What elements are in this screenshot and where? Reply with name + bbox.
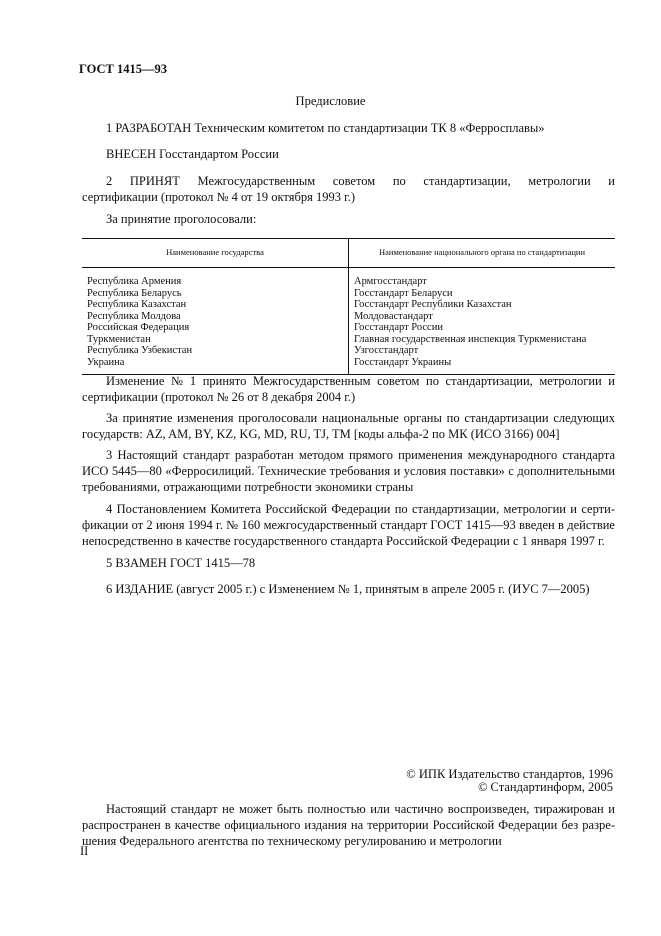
- state-name: Республика Казахстан: [87, 299, 187, 310]
- text-line: 6 ИЗДАНИЕ (август 2005 г.) с Изменением № 1, принятым в апреле 2005 г. (ИУС 7—2005): [106, 582, 590, 596]
- text-line: ИСО 5445—80 «Ферросилиций. Технические требования и условия поставки» с дополнительными: [82, 464, 615, 478]
- text-line: 1 РАЗРАБОТАН Техническим комитетом по стандартизации ТК 8 «Ферросплавы»: [106, 121, 545, 135]
- column-header-body: Наименование национального органа по стандартизации: [349, 239, 616, 268]
- body-name: Молдовастандарт: [354, 310, 433, 322]
- text-line: Настоящий стандарт не может быть полностью или частично воспроизведен, тиражирован и: [106, 802, 615, 816]
- state-name: Российская Федерация: [87, 322, 190, 333]
- state-name: Республика Беларусь: [87, 287, 182, 299]
- text-line: государств: AZ, AM, BY, KZ, KG, MD, RU, TJ, TM [коды альфа-2 по МК (ИСО 3166) 004]: [82, 427, 560, 441]
- state-name: Украина: [87, 356, 125, 368]
- text-line: сертификации (протокол № 26 от 8 декабря 2004 г.): [82, 390, 356, 404]
- text-line: шения Федерального агентства по техническому регулированию и метрологии: [82, 834, 502, 848]
- table-header-row: [82, 239, 615, 268]
- body-name: Госстандарт Республики Казахстан: [354, 299, 512, 310]
- paragraph-amendment-votes: [82, 410, 615, 442]
- text-line: Изменение № 1 принято Межгосударственным советом по стандартизации, метрологии и: [106, 374, 615, 388]
- state-name: Туркменистан: [87, 333, 151, 345]
- copyright-publisher: © ИПК Издательство стандартов, 1996: [406, 767, 613, 781]
- table-row: [82, 268, 615, 375]
- body-name: Госстандарт Украины: [354, 356, 452, 368]
- text-line: непосредственно в качестве государственного стандарта Российской Федерации с 1 января 1997 г.: [82, 534, 605, 548]
- paragraph-adopted: [82, 173, 615, 205]
- state-name: Республика Армения: [87, 276, 182, 287]
- state-name: Республика Молдова: [87, 310, 181, 322]
- paragraph-introduced: [82, 146, 615, 162]
- text-line: распространен в качестве официального издания на территории Российской Федерации без разре-: [82, 818, 615, 832]
- state-name: Республика Узбекистан: [87, 345, 193, 356]
- reproduction-notice: [82, 801, 615, 849]
- body-name: Госстандарт России: [354, 322, 443, 333]
- text-line: фикации от 2 июня 1994 г. № 160 межгосударственный стандарт ГОСТ 1415—93 введен в действие: [82, 518, 615, 532]
- votes-table: [82, 238, 615, 375]
- body-name: Главная государственная инспекция Туркменистана: [354, 333, 587, 345]
- states-column: [82, 268, 349, 375]
- foreword-title: Предисловие: [295, 94, 366, 108]
- copyright-standartinform: © Стандартинформ, 2005: [477, 780, 613, 794]
- standard-code-header: ГОСТ 1415—93: [79, 62, 168, 76]
- paragraph-amendment: [82, 373, 615, 405]
- paragraph-replaces: [82, 555, 615, 571]
- column-header-state: Наименование государства: [82, 239, 349, 268]
- text-line: 3 Настоящий стандарт разработан методом прямого применения международного стандарта: [106, 448, 615, 462]
- paragraph-edition: [82, 581, 615, 597]
- paragraph-voted: [82, 211, 615, 227]
- paragraph-resolution: [82, 501, 615, 549]
- text-line: (протокол № 4 от 19 октября 1993 г.): [160, 190, 356, 204]
- text-line: ВНЕСЕН Госстандартом России: [106, 147, 279, 161]
- text-line: 2 ПРИНЯТ Межгосударственным советом по стандартизации, метрологии и сертификации: [82, 174, 615, 204]
- paragraph-method: [82, 447, 615, 495]
- body-name: Армгосстандарт: [354, 276, 427, 287]
- text-line: 4 Постановлением Комитета Российской Федерации по стандартизации, метрологии и серти-: [106, 502, 615, 516]
- page-number: II: [80, 844, 89, 858]
- body-name: Госстандарт Беларуси: [354, 287, 453, 299]
- bodies-column: [349, 268, 616, 375]
- text-line: требованиями, отражающими потребности экономики страны: [82, 480, 414, 494]
- paragraph-developed: [82, 120, 615, 136]
- text-line: За принятие проголосовали:: [106, 212, 257, 226]
- text-line: За принятие изменения проголосовали национальные органы по стандартизации следующих: [106, 411, 615, 425]
- body-name: Узгосстандарт: [354, 345, 419, 356]
- text-line: 5 ВЗАМЕН ГОСТ 1415—78: [106, 556, 256, 570]
